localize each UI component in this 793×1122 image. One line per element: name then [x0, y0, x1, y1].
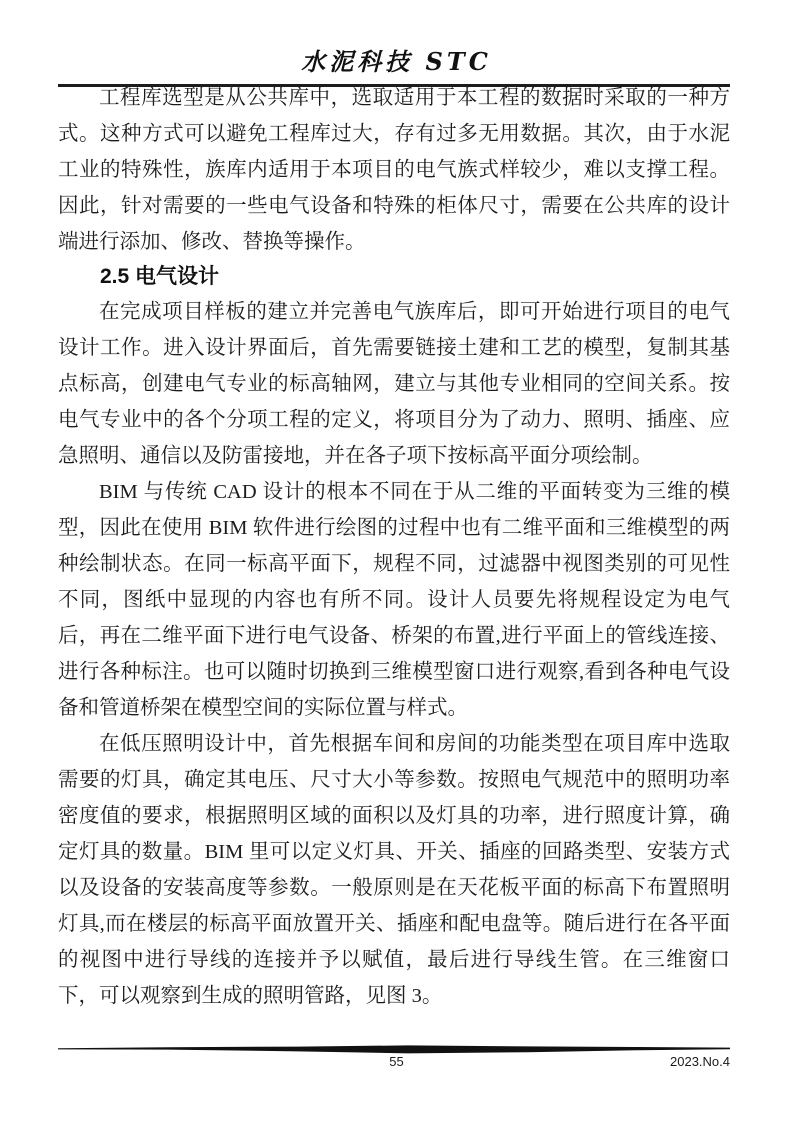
paragraph-bim-vs-cad: BIM 与传统 CAD 设计的根本不同在于从二维的平面转变为三维的模型，因此在使用 BIM 软件进行绘图的过程中也有二维平面和三维模型的两种绘制状态。在同一标高平面下，规程不同，过滤器中视图类别的可见性不同，图纸中显现的内容也有所不同。设计人员要先将规程设定为电气后，再在二维平面下进行电气设备、桥架的布置,进行平面上的管线连接、进行各种标注。也可以随时切换到三维模型窗口进行观察,看到各种电气设备和管道桥架在模型空间的实际位置与样式。 [58, 481, 730, 719]
journal-title: 水泥科技 STC [301, 47, 492, 76]
paragraph-intro: 工程库选型是从公共库中，选取适用于本工程的数据时采取的一种方式。这种方式可以避免工程库过大，存有过多无用数据。其次，由于水泥工业的特殊性，族库内适用于本项目的电气族式样较少，难以支撑工程。因此，针对需要的一些电气设备和特殊的柜体尺寸，需要在公共库的设计端进行添加、修改、替换等操作。 [58, 87, 730, 253]
paragraph-electrical-design-1: 在完成项目样板的建立并完善电气族库后，即可开始进行项目的电气设计工作。进入设计界面后，首先需要链接土建和工艺的模型，复制其基点标高，创建电气专业的标高轴网，建立与其他专业相同的空间关系。按电气专业中的各个分项工程的定义，将项目分为了动力、照明、插座、应急照明、通信以及防雷接地，并在各子项下按标高平面分项绘制。 [58, 301, 730, 467]
page-number: 55 [389, 1054, 404, 1069]
section-heading: 2.5 电气设计 [100, 265, 220, 288]
issue-number: 2023.No.4 [670, 1054, 730, 1069]
article-body [58, 80, 730, 1014]
footer-rule [58, 1045, 730, 1054]
paragraph-lighting-design: 在低压照明设计中，首先根据车间和房间的功能类型在项目库中选取需要的灯具，确定其电压、尺寸大小等参数。按照电气规范中的照明功率密度值的要求，根据照明区域的面积以及灯具的功率，进行照度计算，确定灯具的数量。BIM 里可以定义灯具、开关、插座的回路类型、安装方式以及设备的安装高度等参数。一般原则是在天花板平面的标高下布置照明灯具,而在楼层的标高平面放置开关、插座和配电盘等。随后进行在各平面的视图中进行导线的连接并予以赋值，最后进行导线生管。在三维窗口下，可以观察到生成的照明管路，见图 3。 [58, 733, 730, 1007]
